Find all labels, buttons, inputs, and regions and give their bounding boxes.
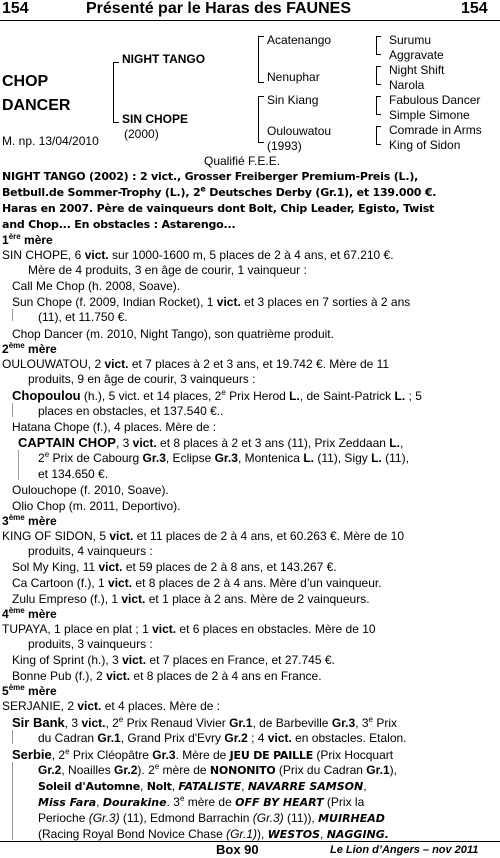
sire-text-line: NIGHT TANGO (2002) : 2 vict., Grosser Freiberger Premium-Preis (L.), (2, 170, 419, 183)
progeny: Zulu Empreso (f.), 1 vict. et 1 place à 2 ans. Mère de 2 vainqueurs. (12, 592, 370, 606)
grand-progeny-cont: 2e Prix de Cabourg Gr.3, Eclipse Gr.3, Montenica L. (11), Sigy L. (11), (38, 450, 409, 465)
dam-entry: OULOUWATOU, 2 vict. et 7 places à 2 et 3 ans, et 19.742 €. Mère de 11 (2, 357, 390, 371)
pedigree-grandsire-dam: Nenuphar (267, 70, 320, 84)
progeny-bar (12, 730, 13, 744)
bracket-tick (376, 126, 381, 127)
bracket-tick (376, 96, 381, 97)
progeny: Bonne Pub (f.), 2 vict. et 8 places de 2 à 4 ans en France. (12, 669, 322, 683)
dam-entry-cont: Mère de 4 produits, 3 en âge de courir, 1 vainqueur : (28, 263, 307, 277)
page-number-left: 154 (2, 0, 29, 17)
page-number-right: 154 (461, 0, 488, 17)
sire-text-line: Haras en 2007. Père de vainqueurs dont Bolt, Chip Leader, Egisto, Twist (2, 202, 435, 215)
section-heading-3: 3ème mère (2, 513, 57, 528)
pedigree-dam-sire: Sin Kiang (267, 93, 319, 107)
horse-birth: M. np. 13/04/2010 (2, 134, 99, 148)
pedigree-dam-year: (2000) (124, 127, 159, 141)
dam-entry-cont: produits, 4 vainqueurs : (28, 544, 153, 558)
progeny-bar (12, 309, 13, 321)
progeny: Chop Dancer (m. 2010, Night Tango), son quatrième produit. (12, 327, 334, 341)
horse-name-line1: CHOP (2, 73, 49, 90)
page-header-title: Présenté par le Haras des FAUNES (86, 0, 352, 17)
progeny: Chopoulou (h.), 5 vict. et 14 places, 2e Prix Herod L., de Saint-Patrick L. ; 5 (12, 388, 422, 403)
bracket-tick (258, 96, 264, 97)
dam-entry: SIN CHOPE, 6 vict. sur 1000-1600 m, 5 places de 2 à 4 ans, et 67.210 €. (2, 248, 394, 262)
bracket-tick (258, 82, 264, 83)
footer-event: Le Lion d’Angers – nov 2011 (330, 844, 479, 856)
pedigree-ggp: King of Sidon (389, 138, 461, 152)
section-heading-1: 1ère mère (2, 232, 53, 247)
progeny-cont: Gr.2, Noailles Gr.2). 2e mère de NONONITO (Prix du Cadran Gr.1), (38, 762, 397, 777)
pedigree-dam: SIN CHOPE (122, 112, 189, 126)
pedigree-bracket-sire (258, 36, 259, 82)
progeny: Ca Cartoon (f.), 1 vict. et 8 places de 2 à 4 ans. Mère d’un vainqueur. (12, 576, 382, 590)
dam-entry: KING OF SIDON, 5 vict. et 11 places de 2 à 4 ans, et 60.263 €. Mère de 10 (2, 529, 405, 543)
pedigree-ggp: Simple Simone (389, 108, 470, 122)
bracket-tick (376, 144, 381, 145)
grand-progeny: CAPTAIN CHOP, 3 vict. et 8 places à 2 et 3 ans (11), Prix Zeddaan L., (18, 435, 404, 450)
dam-entry-cont: produits, 3 vainqueurs : (28, 637, 153, 651)
progeny: Call Me Chop (h. 2008, Soave). (12, 279, 181, 293)
progeny-bar (12, 762, 13, 840)
pedigree-ggp: Narola (389, 78, 425, 92)
bracket-tick (376, 84, 381, 85)
pedigree-ggp: Surumu (389, 33, 432, 47)
bracket-ggp (376, 66, 377, 84)
pedigree-sire: NIGHT TANGO (122, 52, 206, 66)
bracket-tick (376, 66, 381, 67)
pedigree-bracket (113, 62, 114, 122)
progeny: Sun Chope (f. 2009, Indian Rocket), 1 vict. et 3 places en 7 sorties à 2 ans (12, 295, 411, 309)
pedigree-bracket-dam (258, 96, 259, 142)
section-heading-2: 2ème mère (2, 341, 57, 356)
bracket-tick (376, 36, 381, 37)
sire-text-line: and Chop... En obstacles : Astarengo... (2, 218, 236, 231)
pedigree-ggp: Comrade in Arms (389, 123, 482, 137)
header-rule (0, 20, 500, 21)
progeny: Sol My King, 11 vict. et 59 places de 2 à 8 ans, et 143.267 €. (12, 560, 337, 574)
dam-entry: TUPAYA, 1 place en plat ; 1 vict. et 6 places en obstacles. Mère de 10 (2, 622, 376, 636)
progeny-cont: Soleil d'Automne, Nolt, FATALISTE, NAVARRE SAMSON, (38, 779, 367, 793)
dam-entry: SERJANIE, 2 vict. et 4 places. Mère de : (2, 699, 221, 713)
progeny: Hatana Chope (f.), 4 places. Mère de : (12, 420, 217, 434)
progeny-bar (12, 403, 13, 417)
footer-box: Box 90 (216, 842, 259, 857)
bracket-ggp (376, 126, 377, 144)
bracket-ggp (376, 96, 377, 114)
pedigree-ggp: Fabulous Dancer (389, 93, 481, 107)
bracket-ggp (376, 36, 377, 54)
pedigree-dam-dam-year: (1993) (267, 139, 302, 153)
pedigree-bracket-bottom (113, 122, 119, 123)
pedigree-ggp: Night Shift (389, 63, 445, 77)
progeny-cont: (11), et 11.750 €. (38, 310, 128, 324)
progeny: Sir Bank, 3 vict., 2e Prix Renaud Vivier Gr.1, de Barbeville Gr.3, 3e Prix (12, 715, 397, 730)
horse-name-line2: DANCER (2, 97, 71, 114)
section-heading-4: 4ème mère (2, 606, 57, 621)
progeny-cont: du Cadran Gr.1, Grand Prix d'Evry Gr.2 ; 4 vict. en obstacles. Etalon. (38, 731, 407, 745)
bracket-tick (376, 114, 381, 115)
progeny-cont: (Racing Royal Bond Novice Chase (Gr.1)), WESTOS, NAGGING. (38, 827, 389, 841)
grand-progeny-cont: et 134.650 €. (38, 467, 109, 481)
qualifie-fee: Qualifié F.E.E. (204, 154, 281, 168)
progeny: Oulouchope (f. 2010, Soave). (12, 483, 169, 497)
dam-entry-cont: produits, 9 en âge de courir, 3 vainqueurs : (28, 372, 256, 386)
bracket-tick (376, 54, 381, 55)
sire-text-line: Betbull.de Sommer-Trophy (L.), 2e Deutsches Derby (Gr.1), et 139.000 €. (2, 184, 437, 199)
pedigree-dam-dam: Oulouwatou (267, 124, 332, 138)
progeny-cont: Miss Fara, Dourakine. 3e mère de OFF BY HEART (Prix la (38, 794, 365, 809)
progeny: Olio Chop (m. 2011, Deportivo). (12, 499, 181, 513)
progeny: King of Sprint (h.), 3 vict. et 7 places en France, et 27.745 €. (12, 653, 335, 667)
bracket-tick (258, 142, 264, 143)
progeny: Serbie, 2e Prix Cléopâtre Gr.3. Mère de JEU DE PAILLE (Prix Hocquart (12, 747, 394, 762)
pedigree-grandsire: Acatenango (267, 33, 332, 47)
progeny-bar (18, 450, 19, 480)
section-heading-5: 5ème mère (2, 683, 57, 698)
bracket-tick (258, 36, 264, 37)
progeny-cont: Perioche (Gr.3) (11), Edmond Barrachin (Gr.3) (11)), MUIRHEAD (38, 811, 385, 825)
pedigree-ggp: Aggravate (389, 48, 444, 62)
progeny-cont: places en obstacles, et 137.540 €.. (38, 404, 224, 418)
pedigree-bracket-top (113, 62, 119, 63)
